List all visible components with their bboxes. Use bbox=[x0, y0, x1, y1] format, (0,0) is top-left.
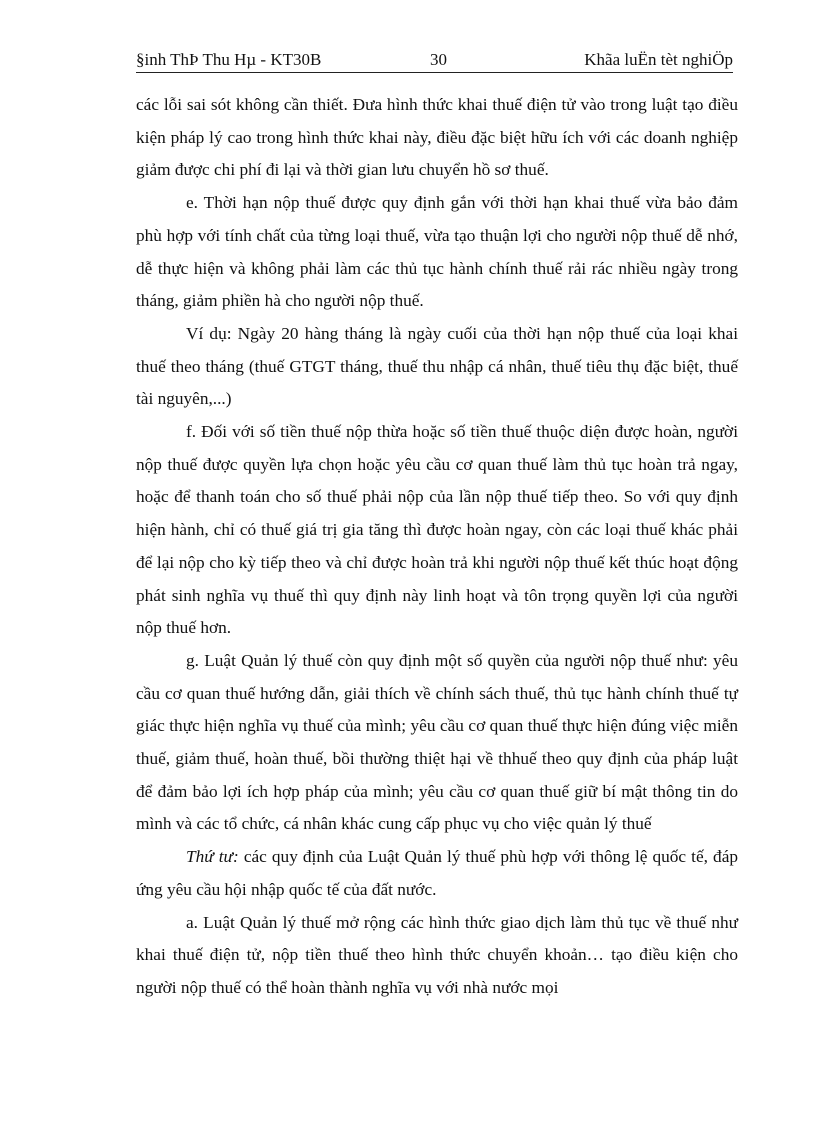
paragraph-continuation bbox=[136, 89, 738, 187]
paragraph-text: Ví dụ: Ngày 20 hàng tháng là ngày cuối của thời hạn nộp thuế của loại khai thuế theo tháng (thuế GTGT tháng, thuế thu nhập cá nhân, thuế tiêu thụ đặc biệt, thuế tài nguyên,...) bbox=[136, 323, 738, 409]
paragraph-g bbox=[136, 645, 738, 841]
page-header bbox=[136, 48, 733, 73]
paragraph-thu-tu bbox=[136, 841, 738, 906]
document-body bbox=[136, 89, 738, 1005]
paragraph-a bbox=[136, 907, 738, 1005]
paragraph-text: các quy định của Luật Quản lý thuế phù hợp với thông lệ quốc tế, đáp ứng yêu cầu hội nhập quốc tế của đất nước. bbox=[136, 847, 739, 899]
paragraph-text: f. Đối với số tiền thuế nộp thừa hoặc số tiền thuế thuộc diện được hoàn, người nộp thuế được quyền lựa chọn hoặc yêu cầu cơ quan thuế làm thủ tục hoàn trả ngay, hoặc để thanh toán cho số thuế phải nộp của lần nộp thuế tiếp theo. So với quy định hiện hành, chỉ có thuế giá trị gia tăng thì được hoàn ngay, còn các loại thuế khác phải để lại nộp cho kỳ tiếp theo và chỉ được hoàn trả khi người nộp thuế kết thúc hoạt động phát sinh nghĩa vụ thuế thì quy định này linh hoạt và tôn trọng quyền lợi của người nộp thuế hơn. bbox=[136, 422, 738, 638]
paragraph-text: a. Luật Quản lý thuế mở rộng các hình thức giao dịch làm thủ tục về thuế như khai thuế điện tử, nộp tiền thuế theo hình thức chuyển khoản… tạo điều kiện cho người nộp thuế có thể hoàn thành nghĩa vụ với nhà nước mọi bbox=[136, 912, 738, 997]
paragraph-text: g. Luật Quản lý thuế còn quy định một số quyền của người nộp thuế như: yêu cầu cơ quan thuế hướng dẫn, giải thích về chính sách thuế, thủ tục hành chính thuế tự giác thực hiện nghĩa vụ thuế của mình; yêu cầu cơ quan thuế thực hiện đúng việc miễn thuế, giảm thuế, hoàn thuế, bồi thường thiệt hại về thhuế theo quy định của pháp luật để đảm bảo lợi ích hợp pháp của mình; yêu cầu cơ quan thuế giữ bí mật thông tin do mình và các tổ chức, cá nhân khác cung cấp phục vụ cho việc quản lý thuế bbox=[136, 650, 738, 834]
paragraph-e bbox=[136, 187, 738, 318]
header-author: §inh ThÞ Thu Hµ - KT30B bbox=[136, 50, 322, 69]
header-title: Khãa luËn tèt nghiÖp bbox=[584, 50, 733, 69]
paragraph-f bbox=[136, 416, 738, 645]
paragraph-text: e. Thời hạn nộp thuế được quy định gắn với thời hạn khai thuế vừa bảo đảm phù hợp với tính chất của từng loại thuế, vừa tạo thuận lợi cho người nộp thuế dễ nhớ, dễ thực hiện và không phải làm các thủ tục hành chính thuế rải rác nhiều ngày trong tháng, giảm phiền hà cho người nộp thuế. bbox=[136, 193, 738, 311]
page-number: 30 bbox=[430, 50, 447, 69]
paragraph-example bbox=[136, 318, 738, 416]
paragraph-text: các lỗi sai sót không cần thiết. Đưa hình thức khai thuế điện tử vào trong luật tạo điều kiện pháp lý cao trong hình thức khai này, điều đặc biệt hữu ích với các doanh nghiệp giảm được chi phí đi lại và thời gian lưu chuyển hồ sơ thuế. bbox=[136, 95, 738, 180]
paragraph-lead: Thứ tư: bbox=[186, 847, 239, 867]
